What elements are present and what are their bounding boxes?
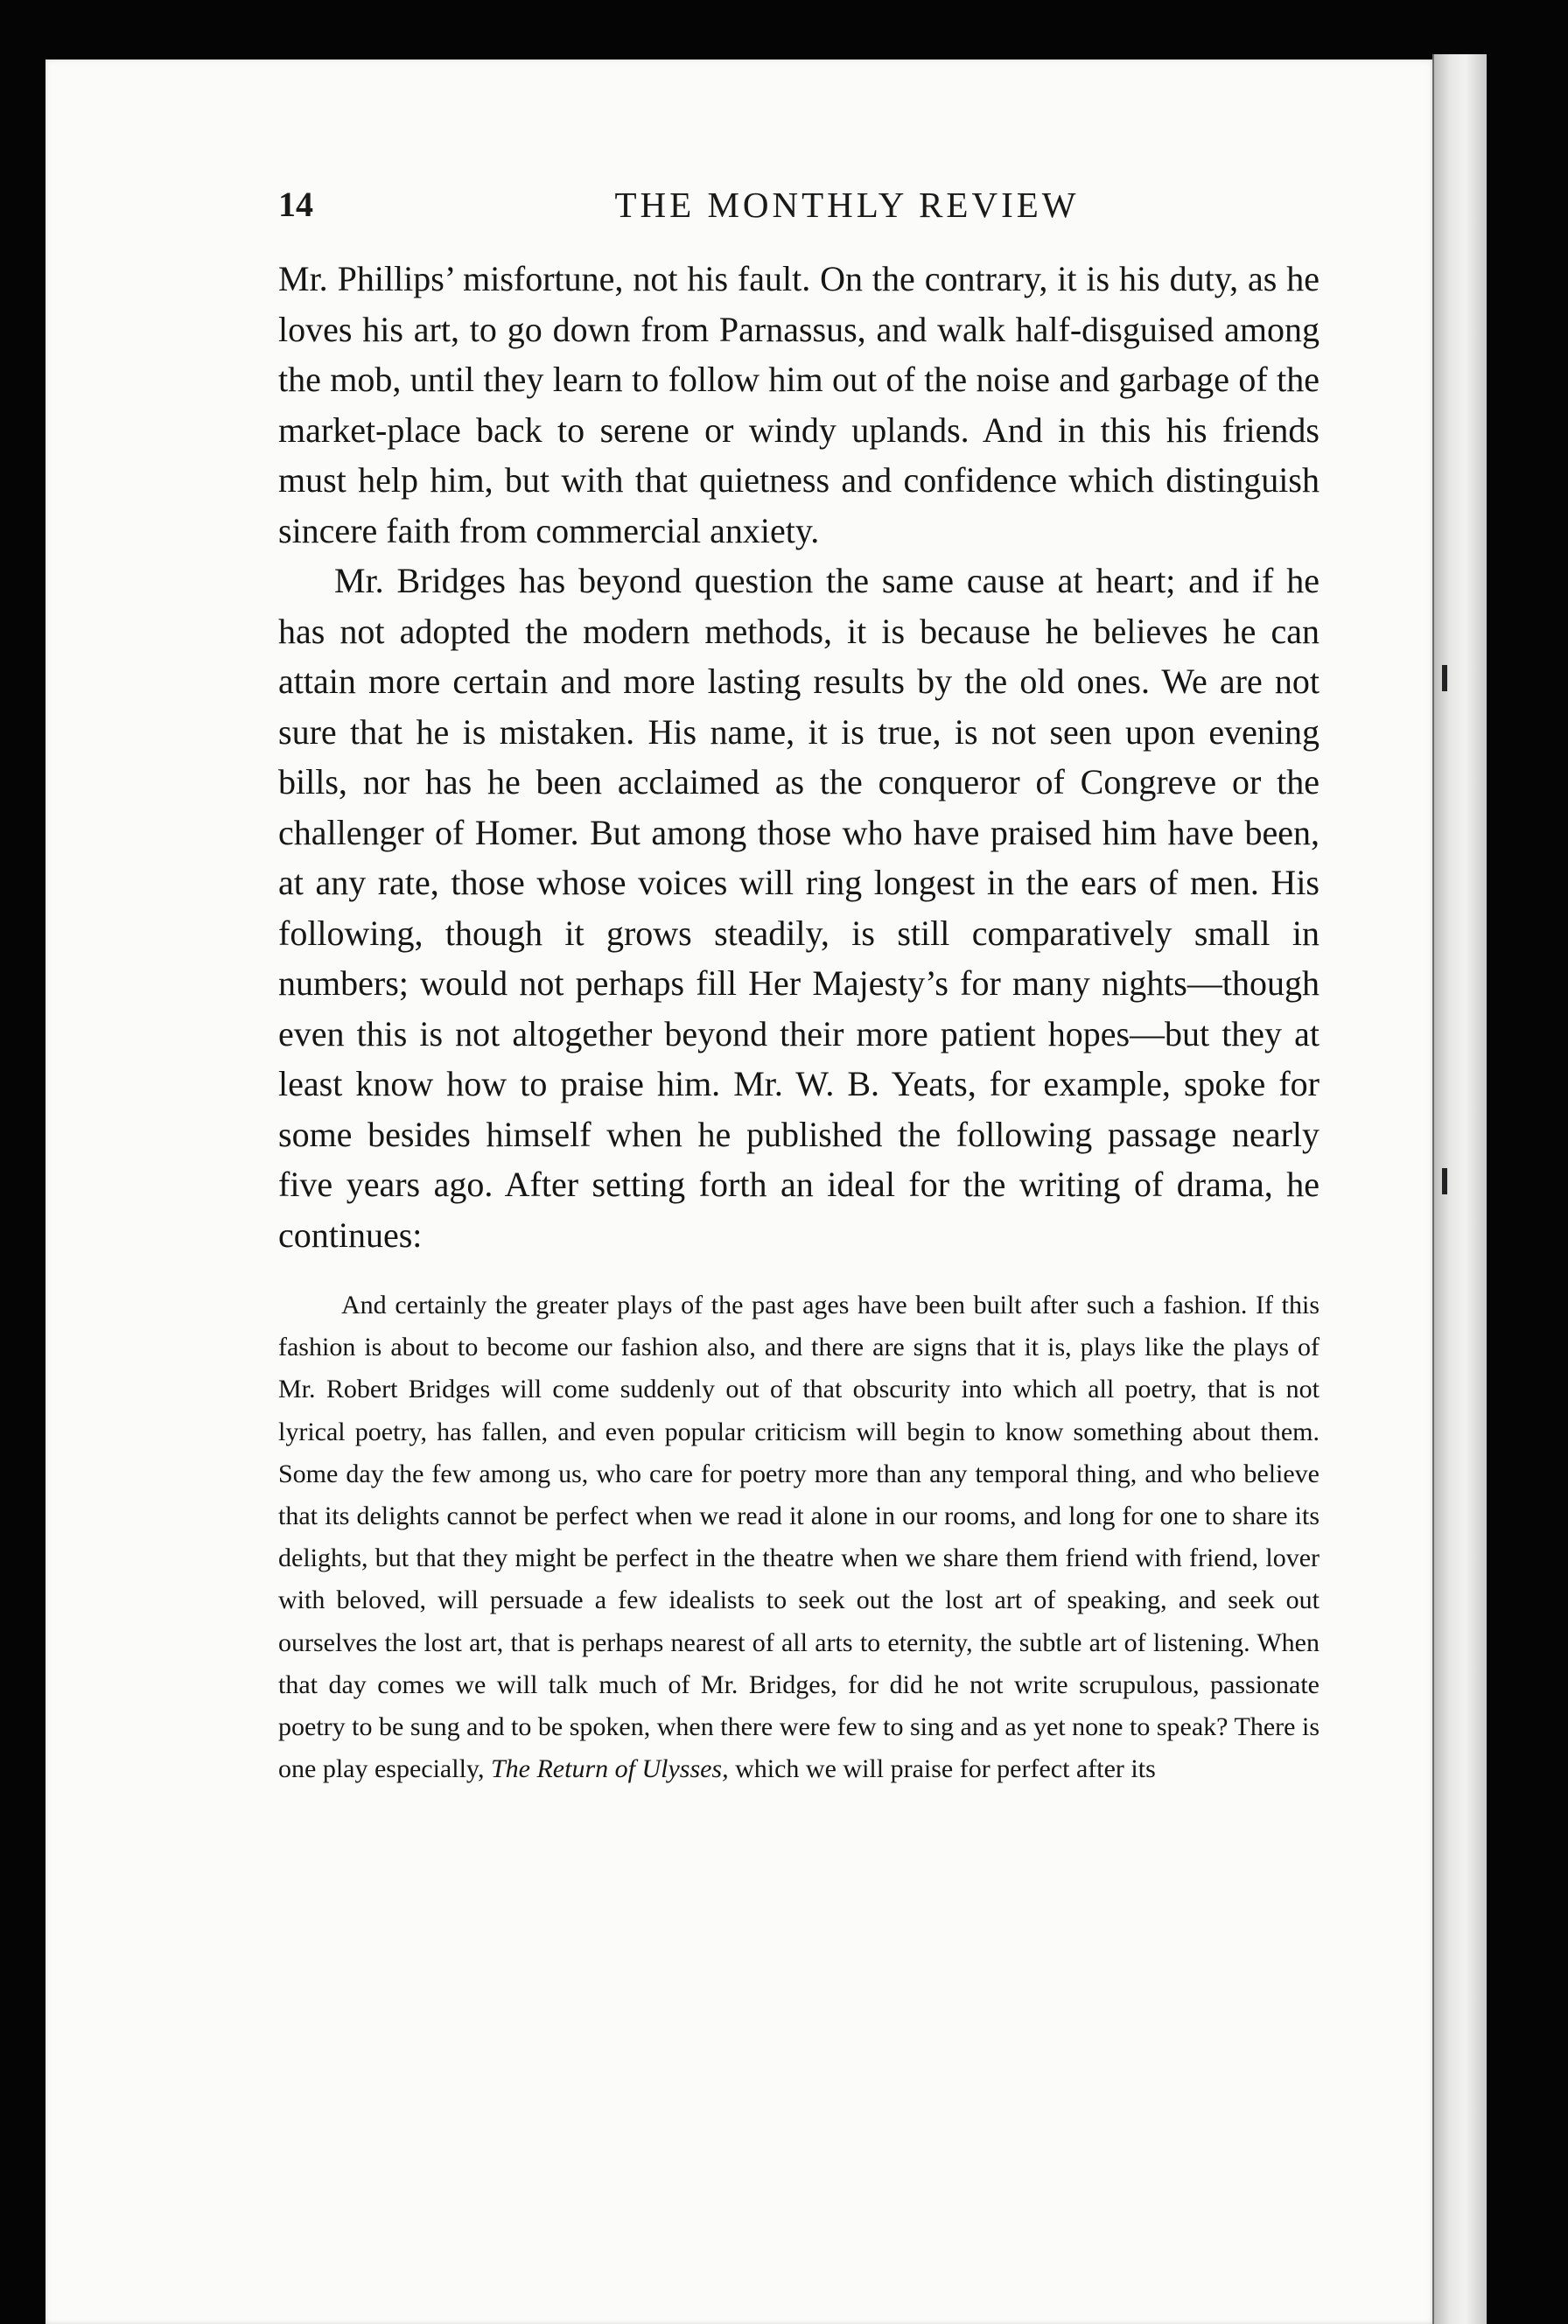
page-header [278, 184, 1320, 245]
body-text [278, 254, 1320, 1790]
quote-text-end: which we will praise for perfect after its [728, 1754, 1156, 1784]
running-head: THE MONTHLY REVIEW [614, 185, 1080, 225]
quote-play-title: The Return of Ulysses, [490, 1754, 729, 1784]
page-number: 14 [278, 185, 313, 224]
block-quote [278, 1284, 1320, 1790]
paragraph-1: Mr. Phillips’ misfortune, not his fault. On the contrary, it is his duty, as he loves his art, to go down from Parnassus, and walk half-disguised among the mob, until they learn to follow him out of the noise and garbage of the market-place back to serene or windy uplands. And in this his friends must help him, but with that quietness and confidence which distinguish sincere faith from commercial anxiety. [278, 259, 1320, 550]
binding-marks [1435, 0, 1452, 2324]
paragraph-2: Mr. Bridges has beyond question the same cause at heart; and if he has not adopted the modern methods, it is because he believes he can attain more certain and more lasting results by the old ones. We are not sure that he is mistaken. His name, it is true, is not seen upon evening bills, nor has he been acclaimed as the conqueror of Congreve or the challenger of Homer. But among those who have praised him have been, at any rate, those whose voices will ring longest in the ears of men. His following, though it grows steadily, is still comparatively small in numbers; would not perhaps fill Her Majesty’s for many nights—though even this is not altogether beyond their more patient hopes—but they at least know how to praise him. Mr. W. B. Yeats, for example, spoke for some besides himself when he published the following passage nearly five years ago. After setting forth an ideal for the writing of drama, he continues: [278, 561, 1320, 1255]
quote-text-start: And certainly the greater plays of the past ages have been built after such a fashion. If this fashion is about to become our fashion also, and there are signs that it is, plays like the plays of Mr. Robert Bridges will come suddenly out of that obscurity into which all poetry, that is not lyrical poetry, has fallen, and even popular criticism will begin to know something about them. Some day the few among us, who care for poetry more than any temporal thing, and who believe that its delights cannot be perfect when we read it alone in our rooms, and long for one to share its delights, but that they might be perfect in the theatre when we share them friend with friend, lover with beloved, will persuade a few idealists to seek out the lost art of speaking, and seek out ourselves the lost art, that is perhaps nearest of all arts to eternity, the subtle art of listening. When that day comes we will talk much of Mr. Bridges, for did he not write scrupulous, passionate poetry to be sung and to be spoken, when there were few to sing and as yet none to speak? There is one play especially, [278, 1291, 1320, 1784]
